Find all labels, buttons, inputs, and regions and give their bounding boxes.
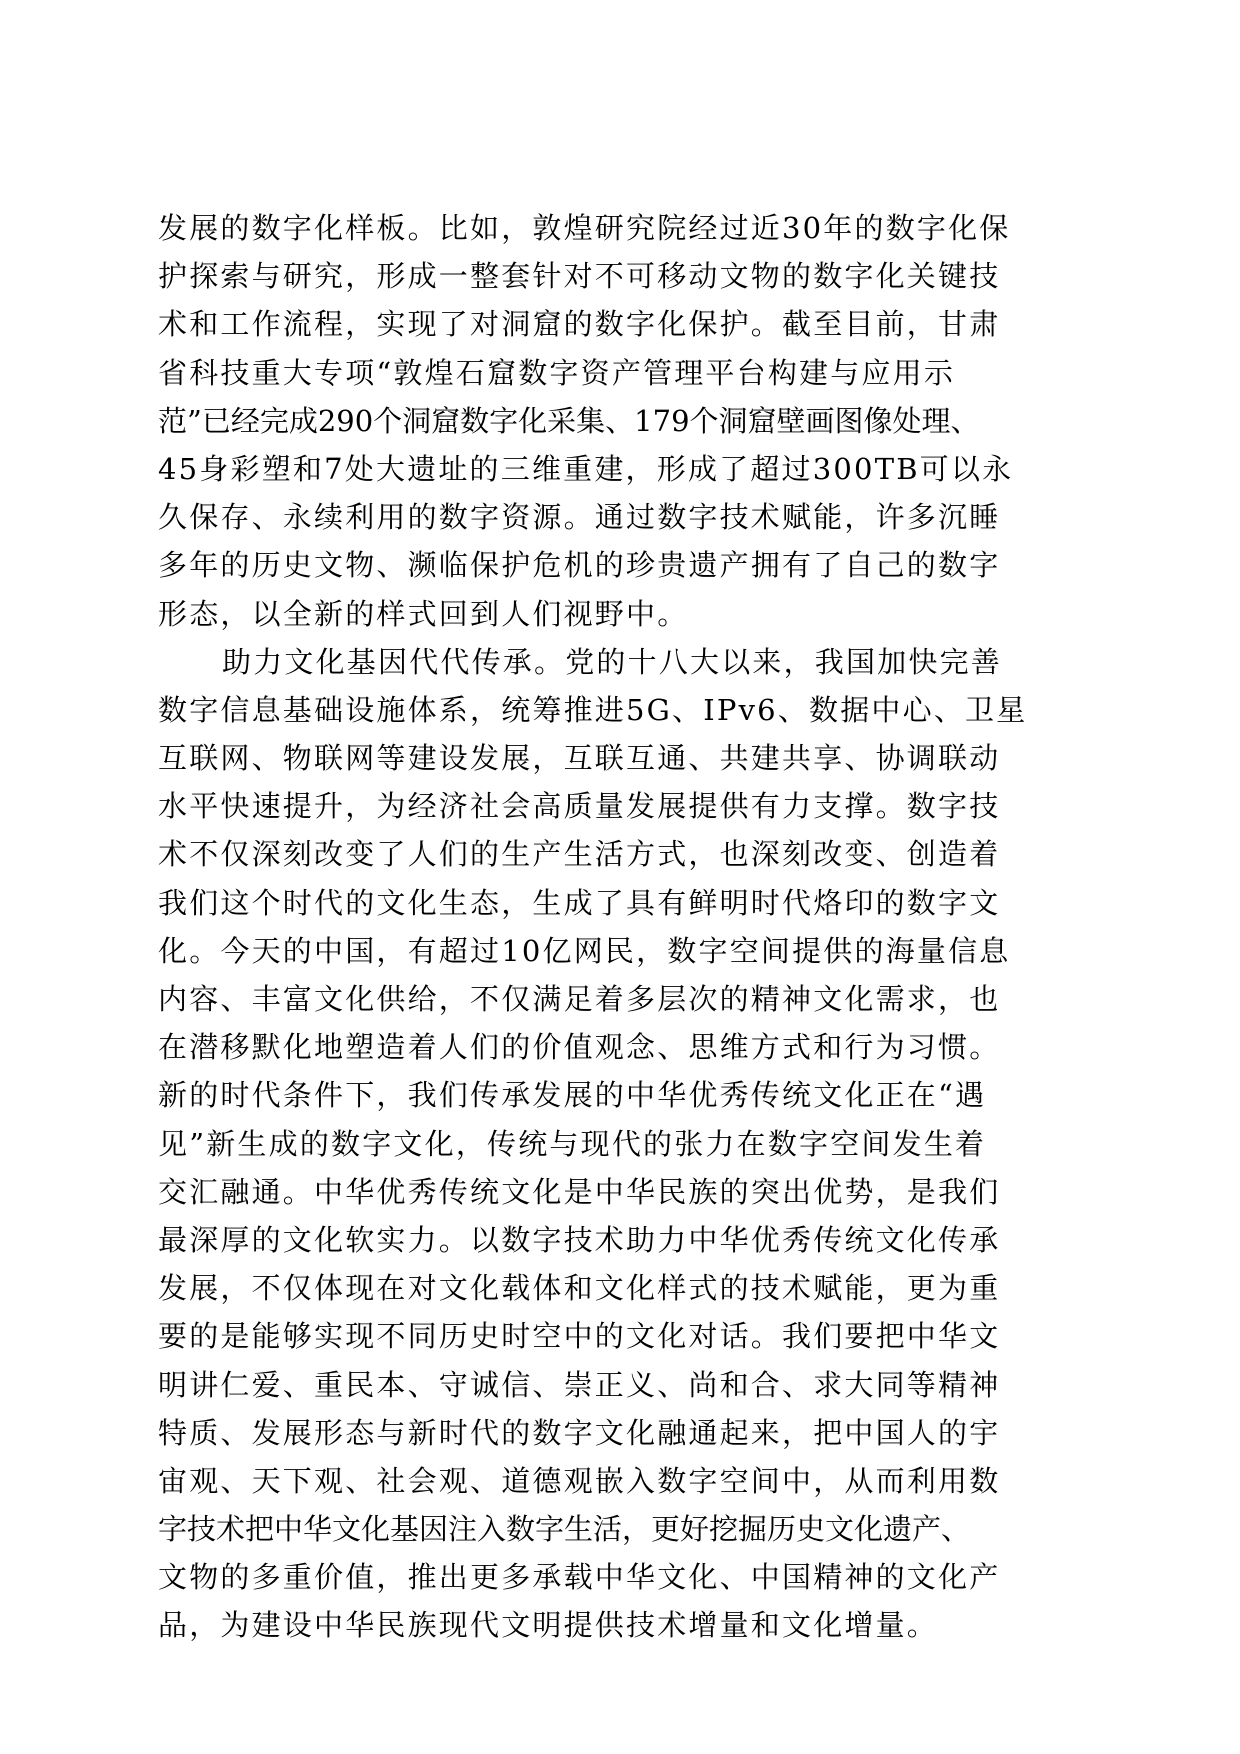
body-text <box>158 204 1098 1650</box>
text-line: 最深厚的文化软实力。以数字技术助力中华优秀传统文化传承 <box>158 1222 1001 1257</box>
text-line: 水平快速提升，为经济社会高质量发展提供有力支撑。数字技 <box>158 789 1001 824</box>
text-line: 护探索与研究，形成一整套针对不可移动文物的数字化关键技 <box>158 259 1001 294</box>
text-line: 交汇融通。中华优秀传统文化是中华民族的突出优势，是我们 <box>158 1174 1001 1209</box>
text-line: 互联网、物联网等建设发展，互联互通、共建共享、协调联动 <box>158 741 1001 776</box>
text-line: 发展的数字化样板。比如，敦煌研究院经过近30年的数字化保 <box>158 211 1011 245</box>
text-line: 新的时代条件下，我们传承发展的中华优秀传统文化正在“遇 <box>158 1078 987 1113</box>
text-line: 数字信息基础设施体系，统筹推进5G、IPv6、数据中心、卫星 <box>158 692 1028 727</box>
text-line: 45身彩塑和7处大遗址的三维重建，形成了超过300TB可以永 <box>158 451 1014 486</box>
text-line: 在潜移默化地塑造着人们的价值观念、思维方式和行为习惯。 <box>158 1030 1001 1065</box>
text-line: 特质、发展形态与新时代的数字文化融通起来，把中国人的宇 <box>158 1415 1001 1450</box>
text-line: 多年的历史文物、濒临保护危机的珍贵遗产拥有了自己的数字 <box>158 548 1001 583</box>
text-line: 要的是能够实现不同历史时空中的文化对话。我们要把中华文 <box>158 1319 1001 1354</box>
text-line: 久保存、永续利用的数字资源。通过数字技术赋能，许多沉睡 <box>158 500 1001 535</box>
text-line: 内容、丰富文化供给，不仅满足着多层次的精神文化需求，也 <box>158 982 1001 1016</box>
text-line: 术和工作流程，实现了对洞窟的数字化保护。截至目前，甘肃 <box>158 307 1001 342</box>
text-line: 文物的多重价值，推出更多承载中华文化、中国精神的文化产 <box>158 1560 1001 1595</box>
text-line: 范”已经完成290个洞窟数字化采集、179个洞窟壁画图像处理、 <box>158 403 980 438</box>
text-line: 品，为建设中华民族现代文明提供技术增量和文化增量。 <box>158 1608 939 1643</box>
text-line: 明讲仁爱、重民本、守诚信、崇正义、尚和合、求大同等精神 <box>158 1367 1001 1402</box>
text-line: 形态，以全新的样式回到人们视野中。 <box>158 596 689 631</box>
text-line: 省科技重大专项“敦煌石窟数字资产管理平台构建与应用示 <box>158 355 956 390</box>
text-line: 术不仅深刻改变了人们的生产生活方式，也深刻改变、创造着 <box>158 837 1001 872</box>
text-line: 宙观、天下观、社会观、道德观嵌入数字空间中，从而利用数 <box>158 1463 1001 1498</box>
text-line: 发展，不仅体现在对文化载体和文化样式的技术赋能，更为重 <box>158 1271 1001 1306</box>
text-line: 化。今天的中国，有超过10亿网民，数字空间提供的海量信息 <box>158 933 1011 968</box>
text-line: 字技术把中华文化基因注入数字生活，更好挖掘历史文化遗产、 <box>158 1512 971 1547</box>
paragraph-start-line: 助力文化基因代代传承。党的十八大以来，我国加快完善 <box>222 644 1003 679</box>
text-line: 我们这个时代的文化生态，生成了具有鲜明时代烙印的数字文 <box>158 885 1001 920</box>
text-line: 见”新生成的数字文化，传统与现代的张力在数字空间发生着 <box>158 1126 987 1161</box>
